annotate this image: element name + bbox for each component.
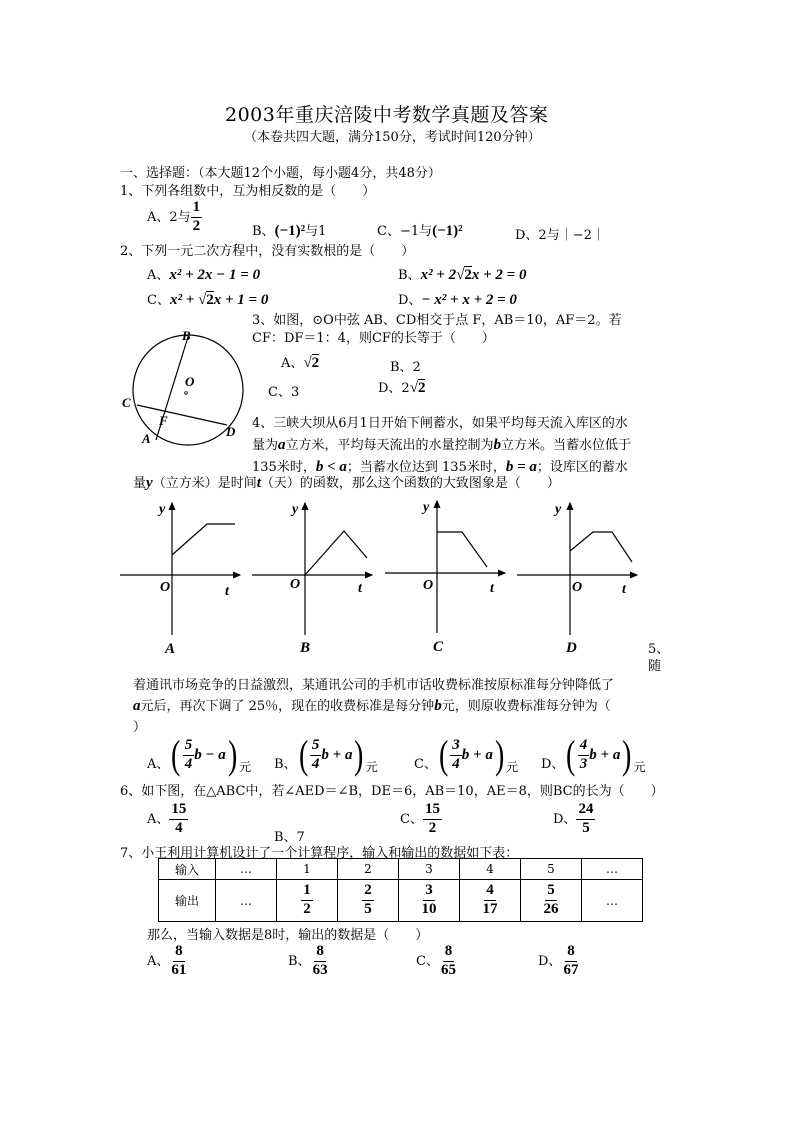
q5-var-a: a (133, 698, 141, 714)
option-label: A、 (147, 811, 170, 827)
q1-c-expr: (−1)² (432, 223, 463, 239)
table-cell: 输入 (159, 859, 216, 880)
q6-option-b: B、7 (274, 830, 305, 845)
q7-option-c (416, 944, 458, 979)
frac-denominator: 5 (582, 819, 590, 836)
table-cell (521, 880, 582, 922)
origin-label: O (290, 577, 301, 592)
q2-d-label: D、 (398, 293, 422, 308)
q2-option-d (398, 289, 517, 309)
option-expr: b + a (461, 746, 493, 763)
origin-label: O (423, 578, 434, 593)
q5-option-d: D、 ( $\frac{4}{3}$ b + a ) 元 (541, 732, 646, 777)
frac-denominator: 4 (311, 755, 320, 772)
table-cell (338, 880, 399, 922)
frac-numerator: 3 (450, 738, 462, 756)
q6-option-d (553, 802, 595, 837)
origin-label: O (160, 580, 171, 595)
label-o: O (185, 374, 195, 389)
q2-a-label: A、 (147, 268, 170, 283)
io-table (158, 858, 643, 922)
frac-numerator: 8 (565, 944, 577, 962)
q1-stem: 1、下列各组数中，互为相反数的是（ ） (120, 184, 376, 199)
label-b: B (182, 328, 191, 343)
unit-yuan: 元 (239, 760, 252, 774)
q5-line3: ） (133, 720, 147, 735)
q3-line2: CF：DF＝1：4，则CF的长等于（ ） (252, 331, 495, 346)
q7-option-d (538, 944, 580, 979)
q2-option-a (147, 264, 260, 284)
option-label: C、 (400, 811, 423, 827)
frac-numerator: 4 (578, 738, 590, 756)
q4-line4-a: 量 (133, 476, 147, 491)
axis-x-label: t (490, 581, 494, 596)
frac-numerator: 4 (484, 883, 496, 901)
table-row (159, 880, 643, 922)
option-label: B、 (274, 757, 297, 772)
q5-line2 (133, 695, 611, 715)
graph-c (385, 500, 505, 655)
q1-option-c (377, 220, 463, 240)
frac-denominator: 63 (312, 961, 328, 978)
axis-y-label: y (159, 502, 166, 517)
frac-numerator: 1 (301, 883, 313, 901)
q7-after: 那么，当输入数据是8时，输出的数据是（ ） (147, 928, 429, 943)
frac-denominator: 4 (184, 755, 193, 772)
option-expr: b − a (194, 746, 226, 763)
q7-option-b (288, 944, 330, 979)
sqrt-icon: √ (409, 380, 418, 396)
q4-line3-b: ；当蓄水位达到 135米时， (346, 460, 506, 475)
q1-c-label: C、−1与 (377, 224, 433, 239)
q4-var-b: b (493, 437, 502, 453)
q1-option-d: D、2与｜−2｜ (515, 228, 605, 243)
q1-a-label: A、2与 (147, 209, 191, 225)
axis-x-label: t (622, 582, 626, 597)
q3-d-label: D、2 (378, 381, 410, 396)
q5-line2-b: 元，则原收费标准每分钟为（ (441, 699, 611, 714)
q1-a-fraction (191, 200, 203, 235)
axis-y-label: y (555, 502, 562, 517)
table-cell (277, 880, 338, 922)
table-cell: 输出 (159, 880, 216, 922)
option-label: A、 (147, 757, 170, 772)
q4-var-a: a (278, 437, 286, 453)
frac-numerator: 5 (310, 738, 322, 756)
table-cell: … (216, 880, 277, 922)
frac-numerator: 15 (423, 802, 442, 820)
frac-numerator: 8 (173, 944, 185, 962)
table-cell: 2 (338, 859, 399, 880)
q2-c-expr1: x² + (169, 292, 198, 308)
q1-b-label: B、 (252, 224, 275, 239)
q4-line2 (252, 434, 631, 454)
page-subtitle: （本卷共四大题，满分150分，考试时间120分钟） (244, 130, 541, 145)
q3-option-d (378, 377, 425, 397)
table-cell: 1 (277, 859, 338, 880)
q5-option-a: A、 ( $\frac{5}{4}$ b − a ) 元 (147, 732, 252, 777)
option-label: C、 (416, 953, 439, 969)
curve-a (172, 524, 235, 555)
graph-d (517, 502, 637, 656)
q1-option-b (252, 220, 326, 240)
q3-d-radicand: 2 (417, 380, 426, 396)
option-label: B、 (288, 953, 311, 969)
option-label: D、 (553, 811, 577, 827)
section-heading: 一、选择题：（本大题12个小题，每小题4分，共48分） (120, 166, 441, 181)
sqrt-icon: √ (198, 292, 207, 308)
frac-denominator: 26 (543, 901, 559, 917)
frac-denominator: 3 (579, 755, 588, 772)
frac-numerator: 24 (576, 802, 595, 820)
label-f: F (159, 413, 168, 428)
frac-denominator: 65 (440, 961, 456, 978)
q5-char: 随 (648, 659, 662, 674)
q1-b-post: 与1 (305, 224, 327, 239)
q3-a-radicand: 2 (311, 355, 320, 371)
q4-line3-c: ；设库区的蓄水 (536, 460, 628, 475)
table-cell (460, 880, 521, 922)
q7-option-a (147, 944, 188, 979)
q4-line4-b: （立方米）是时间 (152, 476, 257, 491)
table-cell: 4 (460, 859, 521, 880)
q5-option-b: B、 ( $\frac{5}{4}$ b + a ) 元 (274, 732, 378, 777)
option-label: C、 (414, 757, 437, 772)
label-c: C (122, 395, 131, 410)
q2-c-expr2: x + 1 = 0 (213, 292, 269, 308)
axis-x-label: t (358, 581, 362, 596)
option-label: D、 (538, 953, 562, 969)
frac-denominator: 67 (563, 961, 579, 978)
axis-y-label: y (292, 502, 299, 517)
table-cell: 5 (521, 859, 582, 880)
q2-option-c (147, 289, 268, 309)
q4-line4 (133, 472, 560, 492)
q3-circle-figure (115, 325, 250, 450)
q7-stem: 7、小王利用计算机设计了一个计算程序，输入和输出的数据如下表： (120, 846, 519, 861)
frac-denominator: 2 (192, 217, 201, 234)
center-dot (185, 392, 188, 395)
sqrt-icon: √ (456, 267, 465, 283)
q4-line2-a: 量为 (252, 438, 279, 453)
q4-line4-c: （天）的函数，那么这个函数的大致图象是（ ） (260, 476, 560, 491)
frac-denominator: 4 (175, 819, 183, 836)
label-d: D (226, 424, 236, 439)
frac-denominator: 4 (452, 755, 460, 772)
q5-number: 5、 (648, 642, 670, 657)
frac-denominator: 5 (364, 901, 372, 917)
frac-numerator: 1 (191, 200, 203, 218)
q6-stem: 6、如下图，在△ABC中，若∠AED＝∠B，DE＝6，AB＝10，AE＝8，则BC的长为（ ） (120, 784, 664, 799)
q2-a-expr: x² + 2x − 1 = 0 (169, 267, 261, 283)
q4-line2-c: 立方米。当蓄水位低于 (501, 438, 632, 453)
label-a: A (142, 431, 151, 446)
frac-denominator: 17 (482, 901, 498, 917)
q5-var-b: b (434, 698, 442, 714)
q5-line2-a: 元后，再次下调了 25％，现在的收费标准是每分钟 (140, 699, 435, 714)
frac-denominator: 2 (428, 819, 437, 836)
q6-option-c (400, 802, 442, 837)
option-expr: b + a (321, 746, 353, 763)
table-cell: 3 (399, 859, 460, 880)
table-cell: … (582, 880, 643, 922)
unit-yuan: 元 (506, 760, 519, 774)
q2-b-radicand: 2 (464, 267, 472, 283)
graph-label-a: A (165, 641, 176, 657)
frac-numerator: 5 (545, 883, 557, 901)
q4-var-y: y (146, 475, 153, 491)
q3-option-b: B、2 (390, 360, 421, 375)
q2-c-radicand: 2 (206, 292, 214, 308)
q3-option-a (281, 352, 319, 372)
q4-cond2: b = a (505, 459, 537, 475)
chord-cd (137, 405, 227, 425)
frac-numerator: 3 (423, 883, 435, 901)
frac-denominator: 61 (171, 961, 187, 978)
graph-label-d: D (566, 640, 577, 656)
graph-label-c: C (433, 639, 444, 655)
frac-numerator: 8 (443, 944, 455, 962)
option-label: A、 (147, 953, 170, 969)
option-expr: b + a (589, 746, 621, 763)
table-cell: … (216, 859, 277, 880)
q2-b-expr1: x² + 2 (420, 267, 457, 283)
page-title: 2003年重庆涪陵中考数学真题及答案 (225, 104, 549, 126)
q4-cond1: b < a (315, 459, 347, 475)
graph-a (120, 502, 240, 657)
unit-yuan: 元 (365, 760, 378, 774)
unit-yuan: 元 (633, 760, 646, 774)
q2-stem: 2、下列一元二次方程中，没有实数根的是（ ） (120, 244, 415, 259)
frac-denominator: 2 (303, 901, 311, 917)
frac-numerator: 5 (183, 738, 195, 756)
sqrt-icon: √ (303, 355, 312, 371)
graph-b (252, 502, 372, 656)
frac-numerator: 2 (362, 883, 374, 901)
graph-label-b: B (300, 640, 311, 656)
curve-c (437, 532, 487, 567)
option-label: D、 (541, 757, 565, 772)
q1-option-a (147, 200, 202, 235)
q2-d-expr: − x² + x + 2 = 0 (421, 292, 517, 308)
axis-y-label: y (423, 500, 430, 515)
q2-c-label: C、 (147, 293, 170, 308)
origin-label: O (572, 580, 583, 595)
q2-b-label: B、 (398, 268, 421, 283)
frac-numerator: 15 (169, 802, 188, 820)
frac-denominator: 10 (421, 901, 437, 917)
q4-line2-b: 立方米，平均每天流出的水量控制为 (285, 438, 494, 453)
q3-option-c: C、3 (268, 385, 300, 400)
q5-option-c: C、 ( $\frac{3}{4}$ b + a ) 元 (414, 732, 519, 777)
q6-option-a (147, 802, 188, 837)
q4-var-t: t (256, 475, 261, 491)
q2-option-b (398, 264, 526, 284)
q2-b-expr2: x + 2 = 0 (471, 267, 527, 283)
table-cell: … (582, 859, 643, 880)
q3-a-label: A、 (281, 356, 304, 371)
table-row (159, 859, 643, 880)
q3-line1: 3、如图，⊙O中弦 AB、CD相交于点 F，AB＝10，AF＝2。若 (252, 313, 622, 328)
q4-line3-a: 135米时， (252, 460, 316, 475)
q5-line1: 着通讯市场竞争的日益激烈，某通讯公司的手机市话收费标准按原标准每分钟降低了 (133, 678, 615, 693)
q4-line1: 4、三峡大坝从6月1日开始下闸蓄水，如果平均每天流入库区的水 (252, 416, 628, 431)
q4-graphs (115, 495, 660, 660)
table-cell (399, 880, 460, 922)
axis-x-label: t (225, 584, 229, 599)
q1-b-expr: (−1)² (274, 223, 306, 239)
frac-numerator: 8 (314, 944, 326, 962)
curve-b (305, 531, 367, 575)
curve-d (570, 532, 632, 562)
